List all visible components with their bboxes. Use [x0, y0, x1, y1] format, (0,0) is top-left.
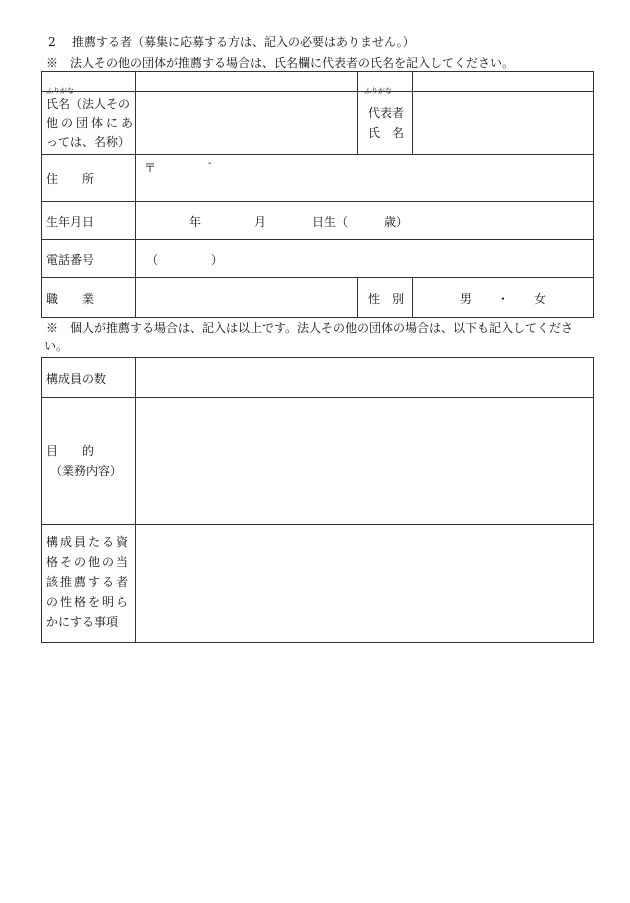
phone-label-cell — [42, 240, 136, 278]
furigana-label: ふりがな — [46, 86, 74, 95]
occupation-label: 職 業 — [46, 291, 95, 306]
members-row — [42, 358, 594, 398]
purpose-label-cell — [42, 398, 136, 525]
name-input[interactable] — [136, 92, 358, 155]
section-title: 推薦する者（募集に応募する方は、記入の必要はありません。） — [72, 35, 415, 49]
note-individual-line1: ※ 個人が推薦する場合は、記入は以上です。法人その他の団体の場合は、以下も記入してくださ — [46, 321, 574, 335]
qualification-label-line2: 格その他の当 — [46, 555, 131, 569]
furigana-label-cell — [42, 72, 136, 95]
name-label-cell — [42, 92, 136, 155]
sex-label-cell — [358, 278, 413, 318]
name-label-line2: 他の団体にあ — [46, 116, 137, 130]
furigana-name-input[interactable] — [136, 72, 358, 92]
members-input[interactable] — [136, 358, 594, 398]
qualification-label-line1: 構成員たる資 — [46, 535, 131, 549]
address-row — [42, 155, 594, 202]
qualification-label-cell — [42, 525, 136, 643]
birth-month-label: 月 — [254, 214, 267, 229]
occupation-input[interactable] — [136, 278, 358, 318]
birth-age-label: 歳） — [384, 214, 409, 229]
purpose-label-line2: （業務内容） — [50, 464, 123, 478]
sex-label: 性 別 — [368, 291, 405, 306]
postal-mark: 〒 — [144, 161, 157, 175]
birthdate-row — [42, 202, 594, 240]
birthdate-label-cell — [42, 202, 136, 240]
rep-label-cell — [358, 92, 413, 155]
birth-year-label: 年 — [189, 214, 202, 229]
sex-separator: ・ — [497, 291, 510, 306]
rep-label-line2: 氏 名 — [368, 126, 405, 140]
phone-close-paren: ） — [211, 252, 224, 267]
organization-table — [41, 357, 594, 643]
address-input[interactable] — [136, 155, 594, 202]
furigana-label-rep: ふりがな — [364, 86, 392, 95]
qualification-label-line5: かにする事項 — [46, 615, 119, 629]
postal-dash: - — [208, 158, 212, 169]
birthdate-input[interactable] — [136, 202, 594, 240]
phone-label: 電話番号 — [46, 252, 95, 267]
address-label-cell — [42, 155, 136, 202]
phone-open-paren: （ — [146, 252, 159, 267]
address-label: 住 所 — [46, 172, 95, 186]
recommender-table — [41, 71, 594, 318]
rep-name-input[interactable] — [413, 92, 594, 155]
occupation-label-cell — [42, 278, 136, 318]
phone-input[interactable] — [136, 240, 594, 278]
purpose-row — [42, 398, 594, 525]
qualification-input[interactable] — [136, 525, 594, 643]
furigana-row — [42, 72, 594, 92]
birthdate-label: 生年月日 — [46, 214, 95, 229]
name-label-line3: っては、名称） — [46, 135, 131, 149]
furigana-rep-input[interactable] — [413, 72, 594, 92]
rep-label-line1: 代表者 — [368, 106, 405, 120]
name-label-line1: 氏名（法人その — [46, 97, 131, 111]
qualification-row — [42, 525, 594, 643]
purpose-input[interactable] — [136, 398, 594, 525]
members-label-cell — [42, 358, 136, 398]
section-number: 2 — [48, 35, 56, 49]
furigana-label2-cell — [358, 72, 413, 95]
qualification-label-line4: の性格を明ら — [46, 595, 131, 609]
name-row — [42, 92, 594, 155]
members-label: 構成員の数 — [46, 371, 107, 386]
birth-day-label: 日生（ — [312, 214, 349, 229]
sex-female-option[interactable]: 女 — [534, 291, 547, 306]
occupation-row — [42, 278, 594, 318]
purpose-label-line1: 目 的 — [46, 444, 95, 458]
note-individual-line2: い。 — [44, 339, 69, 353]
sex-input[interactable] — [413, 278, 594, 318]
qualification-label-line3: 該推薦する者 — [46, 575, 131, 589]
note-corporate: ※ 法人その他の団体が推薦する場合は、氏名欄に代表者の氏名を記入してください。 — [46, 56, 515, 70]
sex-male-option[interactable]: 男 — [460, 291, 473, 306]
phone-row — [42, 240, 594, 278]
